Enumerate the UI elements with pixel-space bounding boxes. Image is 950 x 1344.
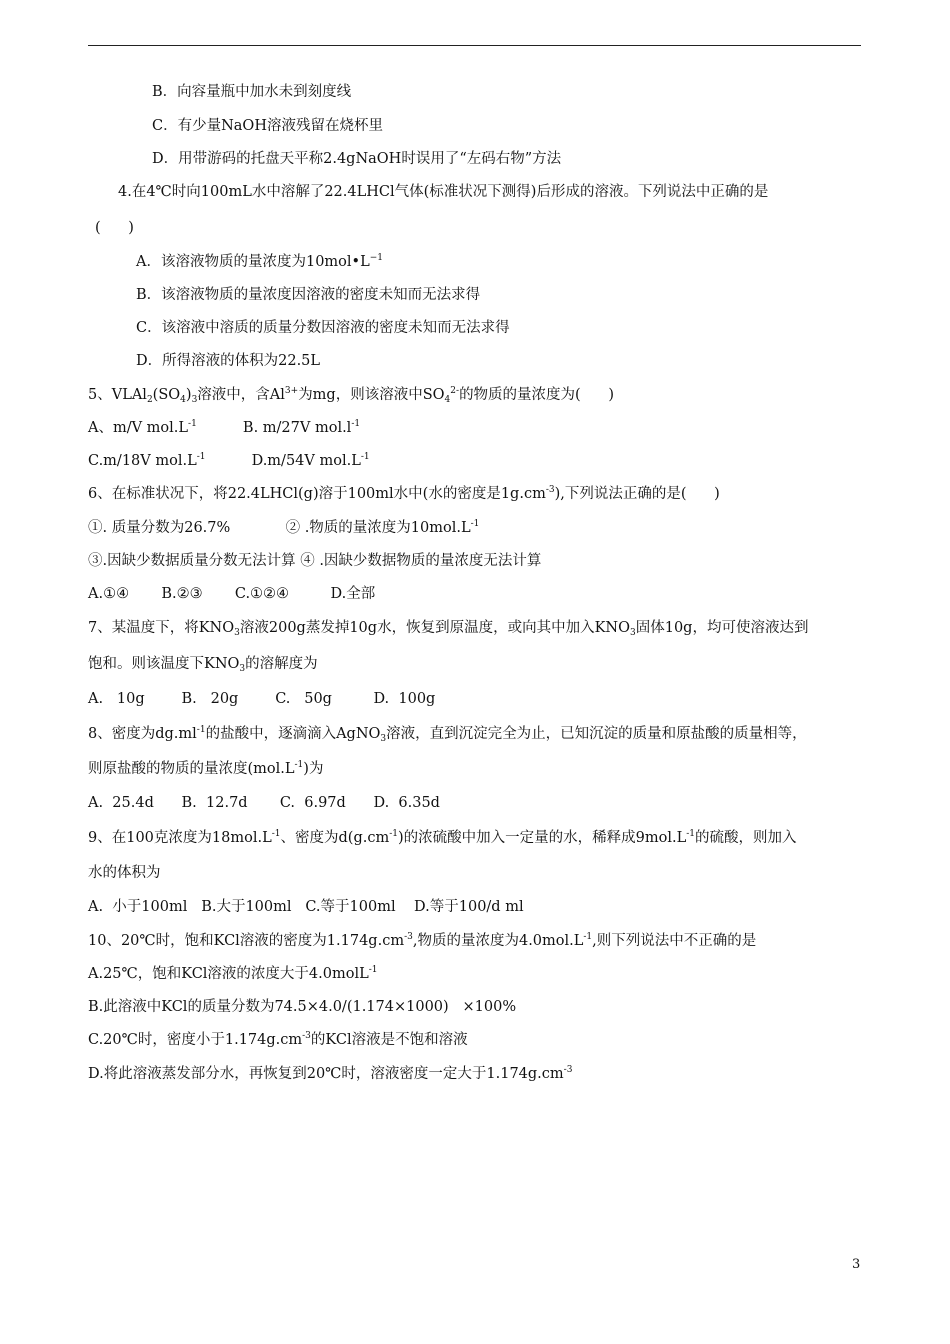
text-span: 固体10g，均可使溶液达到	[635, 620, 809, 636]
text-line	[88, 793, 440, 813]
text-line	[118, 182, 768, 202]
text-span: 水的体积为	[88, 865, 161, 881]
text-line	[152, 116, 383, 136]
text-span: B.此溶液中KCl的质量分数为74.5×4.0/(1.174×1000) ×100%	[88, 999, 517, 1015]
supscript-text: -1	[294, 760, 304, 770]
text-line	[88, 618, 808, 638]
text-span: ,则下列说法中不正确的是	[592, 933, 757, 949]
supscript-text: -1	[686, 829, 696, 839]
text-span: 溶液，直到沉淀完全为止，已知沉淀的质量和原盐酸的质量相等，	[386, 726, 807, 742]
subscript-text: 3	[239, 664, 246, 674]
header-rule	[88, 45, 861, 46]
text-line	[88, 897, 524, 917]
text-line	[88, 964, 378, 984]
supscript-text: -1	[196, 452, 206, 462]
subscript-text: 3	[234, 628, 240, 638]
text-span: 饱和。则该温度下KNO	[88, 656, 240, 672]
text-span: 为mg，则该溶液中SO	[298, 387, 445, 403]
text-span: 、密度为d(g.cm	[280, 830, 390, 846]
text-span: A．该溶液物质的量浓度为10mol•L	[136, 254, 370, 270]
text-line	[95, 218, 134, 238]
text-line	[88, 451, 370, 471]
text-span: C．该溶液中溶质的质量分数因溶液的密度未知而无法求得	[136, 320, 510, 336]
supscript-text: -1	[196, 725, 206, 735]
text-span: D.将此溶液蒸发部分水，再恢复到20℃时，溶液密度一定大于1.174g.cm	[88, 1066, 564, 1082]
text-line	[88, 997, 516, 1017]
text-span: 则原盐酸的物质的量浓度(mol.L	[88, 761, 295, 777]
text-line	[152, 82, 351, 102]
text-line	[88, 828, 797, 848]
text-span: )的浓硫酸中加入一定量的水，稀释成9mol.L	[397, 830, 687, 846]
text-span: 的硫酸，则加入	[695, 830, 797, 846]
text-line	[136, 351, 320, 371]
text-span: 的盐酸中，逐滴滴入AgNO	[205, 726, 381, 742]
supscript-text: 2-	[450, 386, 460, 396]
text-line	[88, 1030, 468, 1050]
text-span: B．向容量瓶中加水未到刻度线	[152, 84, 352, 100]
page-number: 3	[852, 1257, 861, 1272]
text-line	[88, 931, 756, 951]
text-line	[88, 518, 479, 538]
supscript-text: -3	[545, 485, 555, 495]
text-span: ①. 质量分数为26.7% ② .物质的量浓度为10mol.L	[88, 520, 471, 536]
text-span: ),下列说法正确的是( )	[554, 486, 720, 502]
text-span: 的物质的量浓度为( )	[459, 387, 615, 403]
supscript-text: -1	[389, 829, 398, 839]
text-span: B．该溶液物质的量浓度因溶液的密度未知而无法求得	[136, 287, 481, 303]
text-span: 6、在标准状况下，将22.4LHCl(g)溶于100ml水中(水的密度是1g.cm	[88, 486, 546, 502]
supscript-text: -3	[563, 1065, 573, 1075]
text-span: 4.在4℃时向100mL水中溶解了22.4LHCl气体(标准状况下测得)后形成的溶液。下列说法中正确的是	[118, 184, 769, 200]
subscript-text: 2	[146, 395, 153, 405]
text-line	[88, 1064, 572, 1084]
text-span: C.m/18V mol.L	[88, 453, 197, 469]
text-line	[136, 252, 383, 272]
supscript-text: -1	[188, 419, 197, 429]
text-line	[88, 863, 161, 883]
text-line	[152, 149, 561, 169]
text-span: 的溶解度为	[245, 656, 318, 672]
text-line	[136, 318, 510, 338]
supscript-text: 3+	[284, 386, 299, 396]
text-span: B. m/27V mol.l	[196, 420, 352, 436]
text-line	[88, 551, 541, 571]
text-span: A、m/V mol.L	[88, 420, 189, 436]
text-line	[88, 385, 614, 405]
text-span: 的KCl溶液是不饱和溶液	[310, 1032, 468, 1048]
subscript-text: 3	[629, 628, 636, 638]
text-span: ( )	[95, 220, 134, 236]
supscript-text: -1	[470, 519, 480, 529]
text-line	[88, 584, 375, 604]
text-line	[88, 654, 318, 674]
text-line	[88, 418, 360, 438]
supscript-text: -1	[351, 419, 361, 429]
text-span: C.20℃时，密度小于1.174g.cm	[88, 1032, 303, 1048]
text-span: (SO	[152, 387, 181, 403]
supscript-text: -1	[271, 829, 281, 839]
text-span: 9、在100克浓度为18mol.L	[88, 830, 272, 846]
text-span: A.25℃，饱和KCl溶液的浓度大于4.0molL	[88, 966, 369, 982]
text-span: ,物质的量浓度为4.0mol.L	[412, 933, 584, 949]
text-span: D.m/54V mol.L	[205, 453, 361, 469]
subscript-text: 3	[191, 395, 198, 405]
text-span: 溶液中，含Al	[197, 387, 285, 403]
subscript-text: 3	[380, 734, 387, 744]
supscript-text: -3	[302, 1031, 311, 1041]
text-span: A.①④ B.②③ C.①②④ D.全部	[88, 586, 376, 602]
subscript-text: 4	[180, 395, 186, 405]
text-span: ③.因缺少数据质量分数无法计算 ④ .因缺少数据物质的量浓度无法计算	[88, 553, 542, 569]
text-span: 8、密度为dg.ml	[88, 726, 197, 742]
text-span: 溶液200g蒸发掉10g水，恢复到原温度，或向其中加入KNO	[239, 620, 630, 636]
text-span: D．所得溶液的体积为22.5L	[136, 353, 321, 369]
text-span: )	[185, 387, 192, 403]
text-span: )为	[303, 761, 324, 777]
text-span: 5、VLAl	[88, 387, 147, 403]
text-line	[136, 285, 480, 305]
text-line	[88, 689, 435, 709]
text-span: 7、某温度下，将KNO	[88, 620, 235, 636]
supscript-text: -1	[360, 452, 370, 462]
text-span: A. 小于100ml B.大于100ml C.等于100ml D.等于100/d ml	[88, 899, 524, 915]
supscript-text: -3	[404, 932, 413, 942]
text-span: A. 10g B. 20g C. 50g D. 100g	[88, 691, 436, 707]
text-span: D．用带游码的托盘天平称2.4gNaOH时误用了“左码右物”方法	[152, 151, 562, 167]
subscript-text: 4	[444, 395, 451, 405]
supscript-text: -1	[583, 932, 593, 942]
text-span: C．有少量NaOH溶液残留在烧杯里	[152, 118, 383, 134]
text-span: A. 25.4d B. 12.7d C. 6.97d D. 6.35d	[88, 795, 440, 811]
supscript-text: -1	[368, 965, 378, 975]
supscript-text: −1	[369, 253, 384, 263]
text-span: 10、20℃时，饱和KCl溶液的密度为1.174g.cm	[88, 933, 405, 949]
text-line	[88, 724, 807, 744]
text-line	[88, 759, 323, 779]
text-line	[88, 484, 720, 504]
